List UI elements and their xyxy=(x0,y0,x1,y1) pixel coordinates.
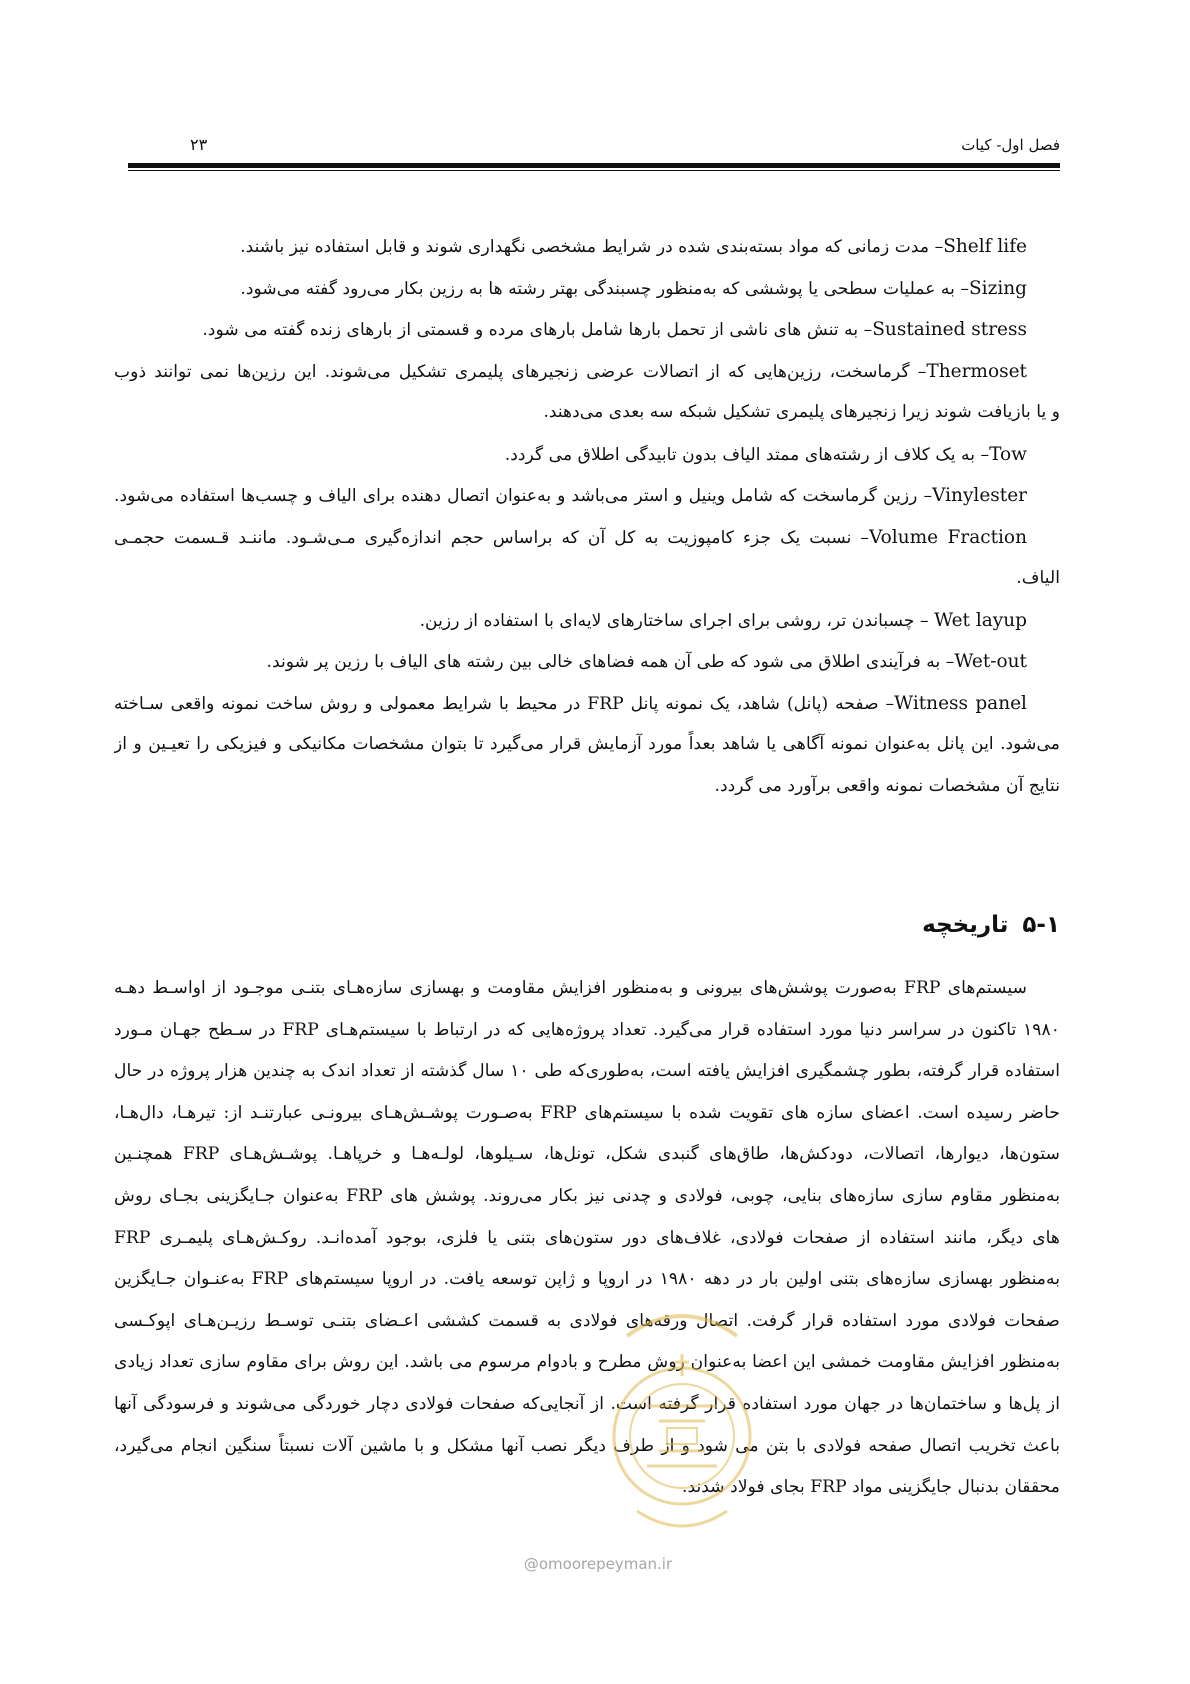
glossary-definition: – گرماسخت، رزین‌هایی که از اتصالات عرضی زنجیرهای پلیمری تشکیل می‌شوند. این رزین‌ها نمی توانند ذوب xyxy=(114,361,927,382)
glossary-item-wet-out xyxy=(114,641,1060,683)
glossary-definition: – نسبت یک جزء کامپوزیت به کل آن که براساس حجم اندازه‌گیری مـی‌شـود. ماننـد قـسمت حجمـی xyxy=(114,527,869,548)
paragraph-line: صفحات فولادی مورد استفاده قرار گرفت. اتصال ورقه‌های فولادی به قسمت کششی اعـضای بتنـی توسـط رزیـن‌هـای اپوکـسی xyxy=(114,1310,1060,1331)
header-rule-thin xyxy=(128,170,1060,171)
glossary-definition: – به فرآیندی اطلاق می شود که طی آن همه فضاهای خالی بین رشته های الیاف با رزین پر شوند. xyxy=(266,652,955,672)
section-heading xyxy=(922,912,1060,938)
section-title-text: تاریخچه xyxy=(922,912,1009,938)
glossary-continuation: می‌شود. این پانل به‌عنوان نمونه آگاهی یا شاهد بعداً مورد آزمایش قرار می‌گیرد تا بتوان مشخصات مکانیکی و فیزیکی را تعیـین و از xyxy=(114,734,1060,754)
paragraph-line: باعث تخریب اتصال صفحه فولادی با بتن می شود و از طرف دیگر نصب آنها مشکل و با ماشین آلات نسبتاً سنگین انجام می‌گیرد، xyxy=(114,1435,1060,1456)
glossary-term: Sizing xyxy=(968,277,1027,299)
glossary-term: Witness panel xyxy=(894,692,1027,714)
paragraph-line: های دیگر، مانند استفاده از صفحات فولادی، غلاف‌های دور ستون‌های بتنی یا فلزی، بوجود آمده‌انـد. روکـش‌هـای پلیمـری FRP xyxy=(114,1227,1060,1248)
watermark-site: @omoorepeyman.ir xyxy=(523,1555,673,1573)
chapter-title: فصل اول- کیات xyxy=(961,136,1060,154)
glossary-definition: – رزین گرماسخت که شامل وینیل و استر می‌باشد و به‌عنوان اتصال دهنده برای الیاف و چسب‌ها استفاده می‌شود. xyxy=(114,486,933,506)
glossary-term: Shelf life xyxy=(943,236,1027,257)
glossary-item-sustained-stress xyxy=(114,309,1060,351)
page-number: ۲۳ xyxy=(190,135,208,154)
paragraph-line: محققان بدنبال جایگزینی مواد FRP بجای فولاد شدند. xyxy=(682,1477,1060,1498)
section-number: ۵-۱ xyxy=(1022,912,1060,938)
glossary-item-witness-panel xyxy=(114,683,1060,725)
glossary-continuation: نتایج آن مشخصات نمونه واقعی برآورد می گردد. xyxy=(714,775,1060,796)
paragraph-line: حاضر رسیده است. اعضای سازه های تقویت شده با سیستم‌های FRP به‌صـورت پوشـش‌هـای بیرونـی عبارتنـد از: تیرهـا، دال‌هـا، xyxy=(114,1102,1060,1123)
paragraph-line: سیستم‌های FRP به‌صورت پوشش‌های بیرونی و به‌منظور افزایش مقاومت و بهسازی سازه‌هـای بتنـی موجـود از اواسـط دهـه xyxy=(114,978,1028,998)
glossary-definition: – به تنش های ناشی از تحمل بارها شامل بارهای مرده و قسمتی از بارهای زنده گفته می شود. xyxy=(202,320,873,340)
glossary-item-thermoset xyxy=(114,351,1060,393)
glossary-definition: – چسباندن تر، روشی برای اجرای ساختارهای لایه‌ای با استفاده از رزین. xyxy=(419,610,935,631)
paragraph-line: ستون‌ها، دیوارها، اتصالات، دودکش‌ها، طاق‌های گنبدی شکل، تونل‌ها، سـیلوها، لولـه‌هـا و خرپاهـا. پوشـش‌هـای FRP همچنـین xyxy=(114,1144,1060,1165)
glossary-list xyxy=(114,226,1060,807)
glossary-definition: – صفحه (پانل) شاهد، یک نمونه پانل FRP در محیط با شرایط معمولی و روش ساخت نمونه واقعی سـاخته xyxy=(114,693,895,714)
glossary-term: Thermoset xyxy=(926,360,1027,382)
glossary-definition: – مدت زمانی که مواد بسته‌بندی شده در شرایط مشخصی نگهداری شوند و قابل استفاده نیز باشند. xyxy=(240,237,944,257)
glossary-item-vinylester xyxy=(114,475,1060,517)
glossary-item-tow xyxy=(114,434,1060,476)
paragraph-line: ۱۹۸۰ تاکنون در سراسر دنیا مورد استفاده قرار می‌گیرد. تعداد پروژه‌هایی که در ارتباط با سیستم‌هـای FRP در سـطح جهـان مـورد xyxy=(114,1019,1060,1040)
glossary-item-sizing xyxy=(114,268,1060,310)
history-paragraph xyxy=(114,968,1060,1509)
glossary-term: Vinylester xyxy=(932,485,1027,506)
glossary-term: Volume Fraction xyxy=(869,526,1027,548)
glossary-item-shelf-life xyxy=(114,226,1060,268)
glossary-item-volume-fraction xyxy=(114,517,1060,559)
glossary-term: Sustained stress xyxy=(872,319,1027,340)
running-header xyxy=(128,133,1060,157)
glossary-continuation: و یا بازیافت شوند زیرا زنجیرهای پلیمری تشکیل شبکه سه بعدی می‌دهند. xyxy=(543,402,1060,422)
header-rule-thick xyxy=(128,163,1060,168)
paragraph-line: به‌منظور مقاوم سازی سازه‌های بنایی، چوبی، فولادی و چدنی نیز بکار می‌روند. پوشش های FRP به‌عنوان جـایگزینی بجـای روش xyxy=(114,1185,1060,1206)
glossary-continuation: الیاف. xyxy=(1016,568,1060,588)
paragraph-line: به‌منظور بهسازی سازه‌های بتنی اولین بار در دهه ۱۹۸۰ در اروپا و ژاپن توسعه یافت. در اروپا سیستم‌های FRP به‌عنـوان جـایگزین xyxy=(114,1269,1060,1290)
paragraph-line: به‌منظور افزایش مقاومت خمشی این اعضا به‌عنوان روش مطرح و بادوام مرسوم می باشد. این روش برای مقاوم سازی تعداد زیادی xyxy=(114,1352,1060,1373)
glossary-term: Wet layup xyxy=(934,609,1027,631)
glossary-definition: – به عملیات سطحی یا پوششی که به‌منظور چسبندگی بهتر رشته ها به رزین بکار می‌رود گفته می‌شود. xyxy=(240,278,969,299)
glossary-item-wet-layup xyxy=(114,600,1060,642)
glossary-definition: – به یک کلاف از رشته‌های ممتد الیاف بدون تابیدگی اطلاق می گردد. xyxy=(504,444,990,465)
glossary-term: Tow xyxy=(989,443,1027,465)
glossary-term: Wet-out xyxy=(954,651,1027,672)
paragraph-line: از پل‌ها و ساختمان‌ها در جهان مورد استفاده قرار گرفته است. از آنجایی‌که صفحات فولادی دچار خوردگی می‌شوند و فرسودگی آنها xyxy=(114,1393,1060,1414)
paragraph-line: استفاده قرار گرفته، بطور چشمگیری افزایش یافته است، به‌طوری‌که طی ۱۰ سال گذشته از تعداد اندک به چندین هزار پروژه در حال xyxy=(114,1061,1060,1082)
